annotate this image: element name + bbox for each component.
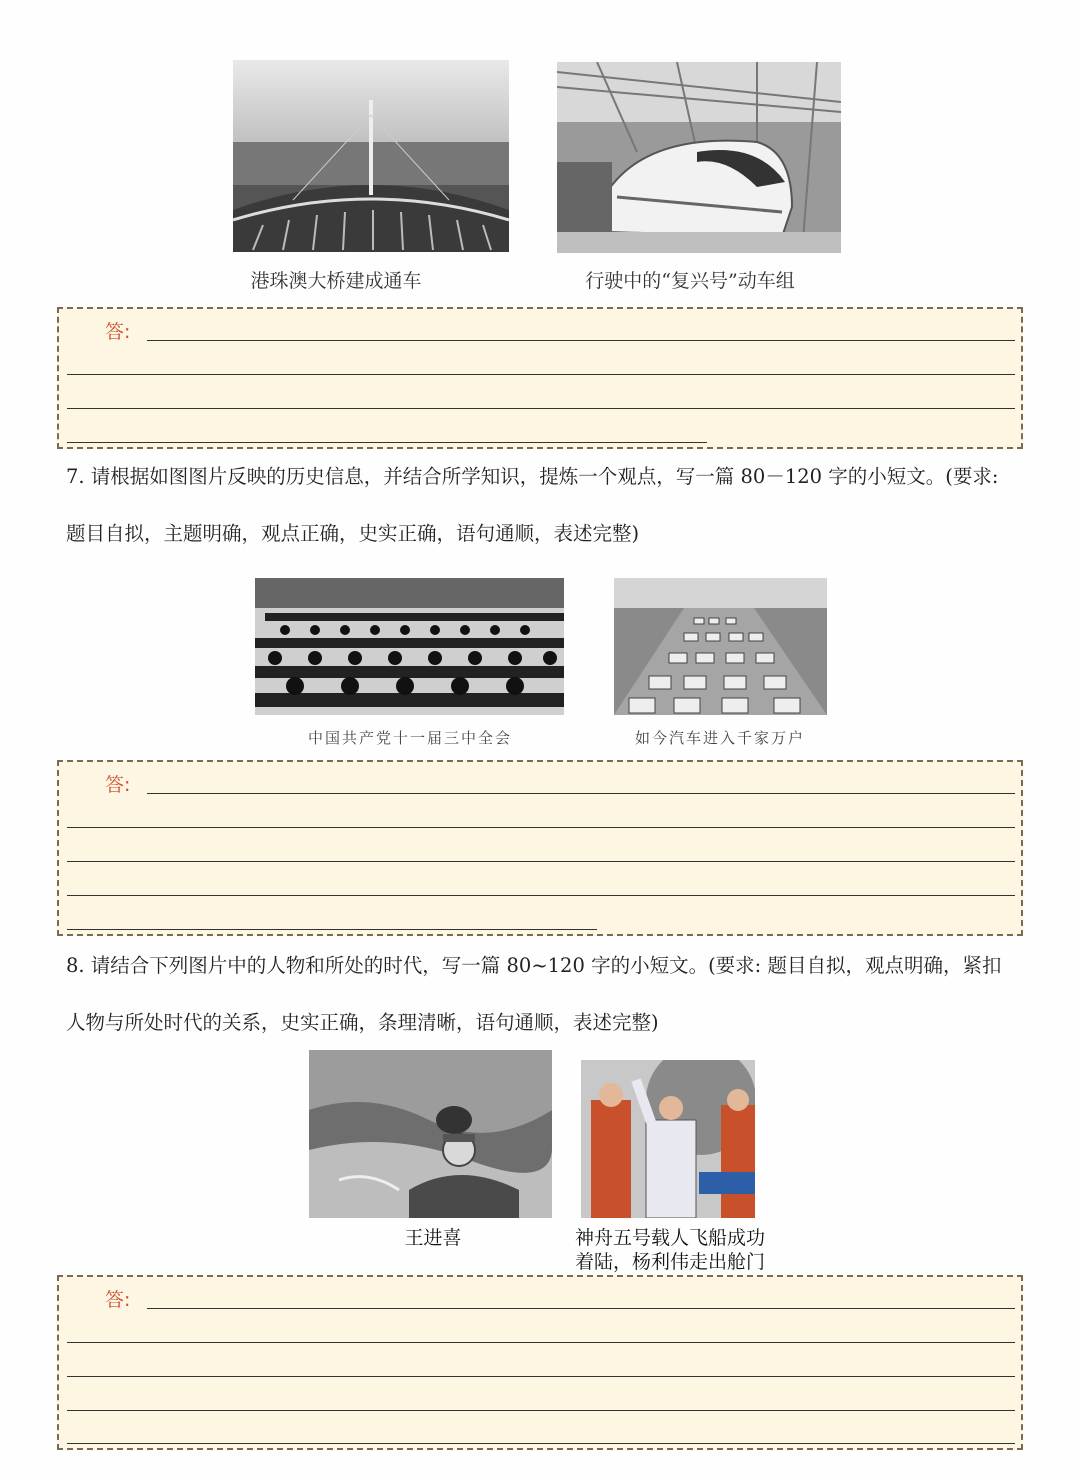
photo-hongkong-zhuhai-macao-bridge	[233, 60, 509, 252]
answer-line	[67, 1342, 1015, 1343]
answer-box-6[interactable]	[57, 307, 1023, 449]
answer-line	[67, 1410, 1015, 1411]
answer-line	[147, 793, 1015, 794]
answer-line	[67, 827, 1015, 828]
question-8-line2: 人物与所处时代的关系，史实正确，条理清晰，语句通顺，表述完整)	[66, 1011, 659, 1034]
answer-box-7[interactable]	[57, 760, 1023, 936]
question-7-line1: 7. 请根据如图图片反映的历史信息，并结合所学知识，提炼一个观点，写一篇 80－120 字的小短文。(要求:	[66, 465, 999, 488]
answer-label: 答:	[105, 774, 131, 796]
question-8-line1: 8. 请结合下列图片中的人物和所处的时代，写一篇 80~120 字的小短文。(要求: 题目自拟，观点明确，紧扣	[66, 954, 1002, 977]
answer-line	[67, 861, 1015, 862]
caption-train: 行驶中的“复兴号”动车组	[585, 270, 795, 292]
photo-yang-liwei	[581, 1060, 755, 1218]
answer-label: 答:	[105, 1289, 131, 1311]
answer-line	[147, 340, 1015, 341]
answer-line	[67, 374, 1015, 375]
answer-line	[67, 929, 597, 930]
answer-box-8[interactable]	[57, 1275, 1023, 1450]
photo-third-plenary-session	[255, 578, 564, 715]
caption-yang-liwei-line1: 神舟五号载人飞船成功	[574, 1227, 765, 1249]
question-7-line2: 题目自拟，主题明确，观点正确，史实正确，语句通顺，表述完整)	[66, 522, 640, 545]
answer-line	[147, 1308, 1015, 1309]
answer-line	[67, 408, 1015, 409]
caption-cars: 如今汽车进入千家万户	[634, 729, 805, 747]
answer-line	[67, 895, 1015, 896]
photo-wang-jinxi	[309, 1050, 552, 1218]
caption-plenary: 中国共产党十一届三中全会	[307, 729, 512, 747]
question-7-text	[66, 448, 1016, 562]
photo-traffic-cars	[614, 578, 827, 715]
answer-line	[67, 442, 707, 443]
caption-bridge: 港珠澳大桥建成通车	[250, 270, 422, 292]
answer-label: 答:	[105, 321, 131, 343]
answer-line	[67, 1376, 1015, 1377]
caption-wang-jinxi: 王进喜	[404, 1227, 462, 1249]
caption-yang-liwei	[560, 1226, 780, 1274]
question-8-text	[66, 937, 1016, 1051]
photo-fuxing-train	[557, 62, 841, 253]
answer-line	[67, 1443, 1015, 1444]
caption-yang-liwei-line2: 着陆，杨利伟走出舱门	[574, 1251, 765, 1273]
